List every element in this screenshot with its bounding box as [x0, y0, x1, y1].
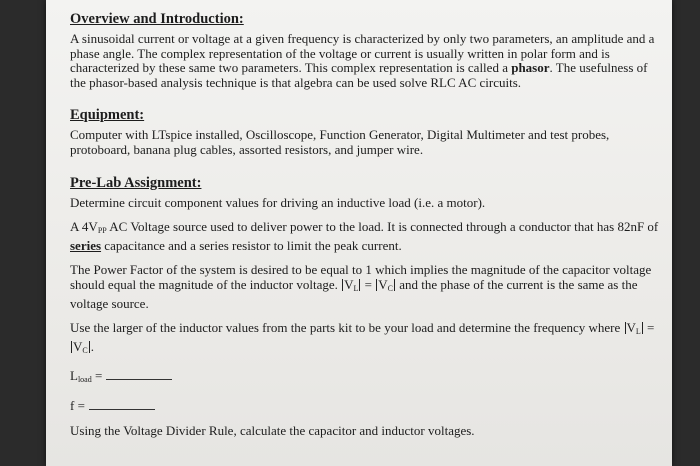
document-content: [70, 10, 660, 438]
prelab-paragraph-2: [70, 220, 660, 253]
vl-symbol: V: [344, 276, 354, 292]
prelab-text-3b: and the phase of the current is the same as the voltage source.: [70, 276, 638, 311]
frequency-line: [70, 398, 660, 414]
lload-equals: =: [91, 368, 103, 384]
prelab-paragraph-4: [70, 321, 660, 358]
prelab-text-3a: The Power Factor of the system is desired to be equal to 1 which implies the magnitude of the capacitor voltage should equal the magnitude of the inductor voltage.: [70, 262, 652, 292]
overview-paragraph: [70, 32, 660, 90]
equals-sign-2: =: [643, 320, 655, 336]
vl-symbol-2: V: [626, 320, 636, 336]
lload-line: [70, 368, 660, 388]
vl-subscript-2: L: [635, 327, 641, 337]
vc-symbol-2: V: [73, 338, 83, 354]
lload-subscript: load: [77, 375, 92, 385]
overview-text-1: A sinusoidal current or voltage at a given frequency is characterized by only two parameters, an amplitude and a phase angle. The complex representation of the voltage or current is usually written in polar form and is characterized by these same two parameters. This complex representation is called a: [70, 31, 655, 76]
vc-subscript-2: C: [82, 345, 88, 355]
prelab-heading: Pre-Lab Assignment:: [70, 174, 202, 191]
voltage-subscript: PP: [97, 226, 107, 236]
lload-answer-blank[interactable]: [106, 368, 172, 380]
prelab-paragraph-5: Using the Voltage Divider Rule, calculate the capacitor and inductor voltages.: [70, 422, 475, 438]
prelab-text-2b: AC Voltage source used to deliver power to the load. It is connected through a conductor that has 82nF of: [106, 219, 659, 235]
prelab-text-4-end: .: [90, 338, 94, 354]
frequency-label: f =: [70, 397, 85, 413]
vc-subscript: C: [387, 283, 393, 293]
equals-sign: =: [361, 276, 376, 292]
voltage-value: A 4V: [70, 219, 98, 235]
document-page: [46, 0, 672, 466]
prelab-paragraph-3: [70, 263, 660, 311]
prelab-text-4a: Use the larger of the inductor values from the parts kit to be your load and determine the frequency where: [70, 320, 624, 336]
overview-heading: Overview and Introduction:: [70, 11, 244, 27]
overview-text-2: . The usefulness of the phasor-based analysis technique is that algebra can be used solve RLC AC circuits.: [70, 60, 648, 90]
series-term: series: [70, 237, 102, 253]
lload-label: L: [70, 368, 78, 384]
prelab-text-2c: capacitance and a series resistor to limit the peak current.: [101, 237, 402, 253]
equipment-paragraph: Computer with LTspice installed, Oscilloscope, Function Generator, Digital Multimeter and test probes, protoboard, banana plug cables, assorted resistors, and jumper wire.: [70, 127, 610, 157]
phasor-term: phasor: [511, 60, 550, 76]
frequency-answer-blank[interactable]: [89, 398, 155, 410]
vc-symbol: V: [378, 276, 388, 292]
vl-subscript: L: [353, 283, 359, 293]
prelab-paragraph-1: Determine circuit component values for driving an inductive load (i.e. a motor).: [70, 194, 486, 210]
equipment-heading: Equipment:: [70, 107, 145, 124]
